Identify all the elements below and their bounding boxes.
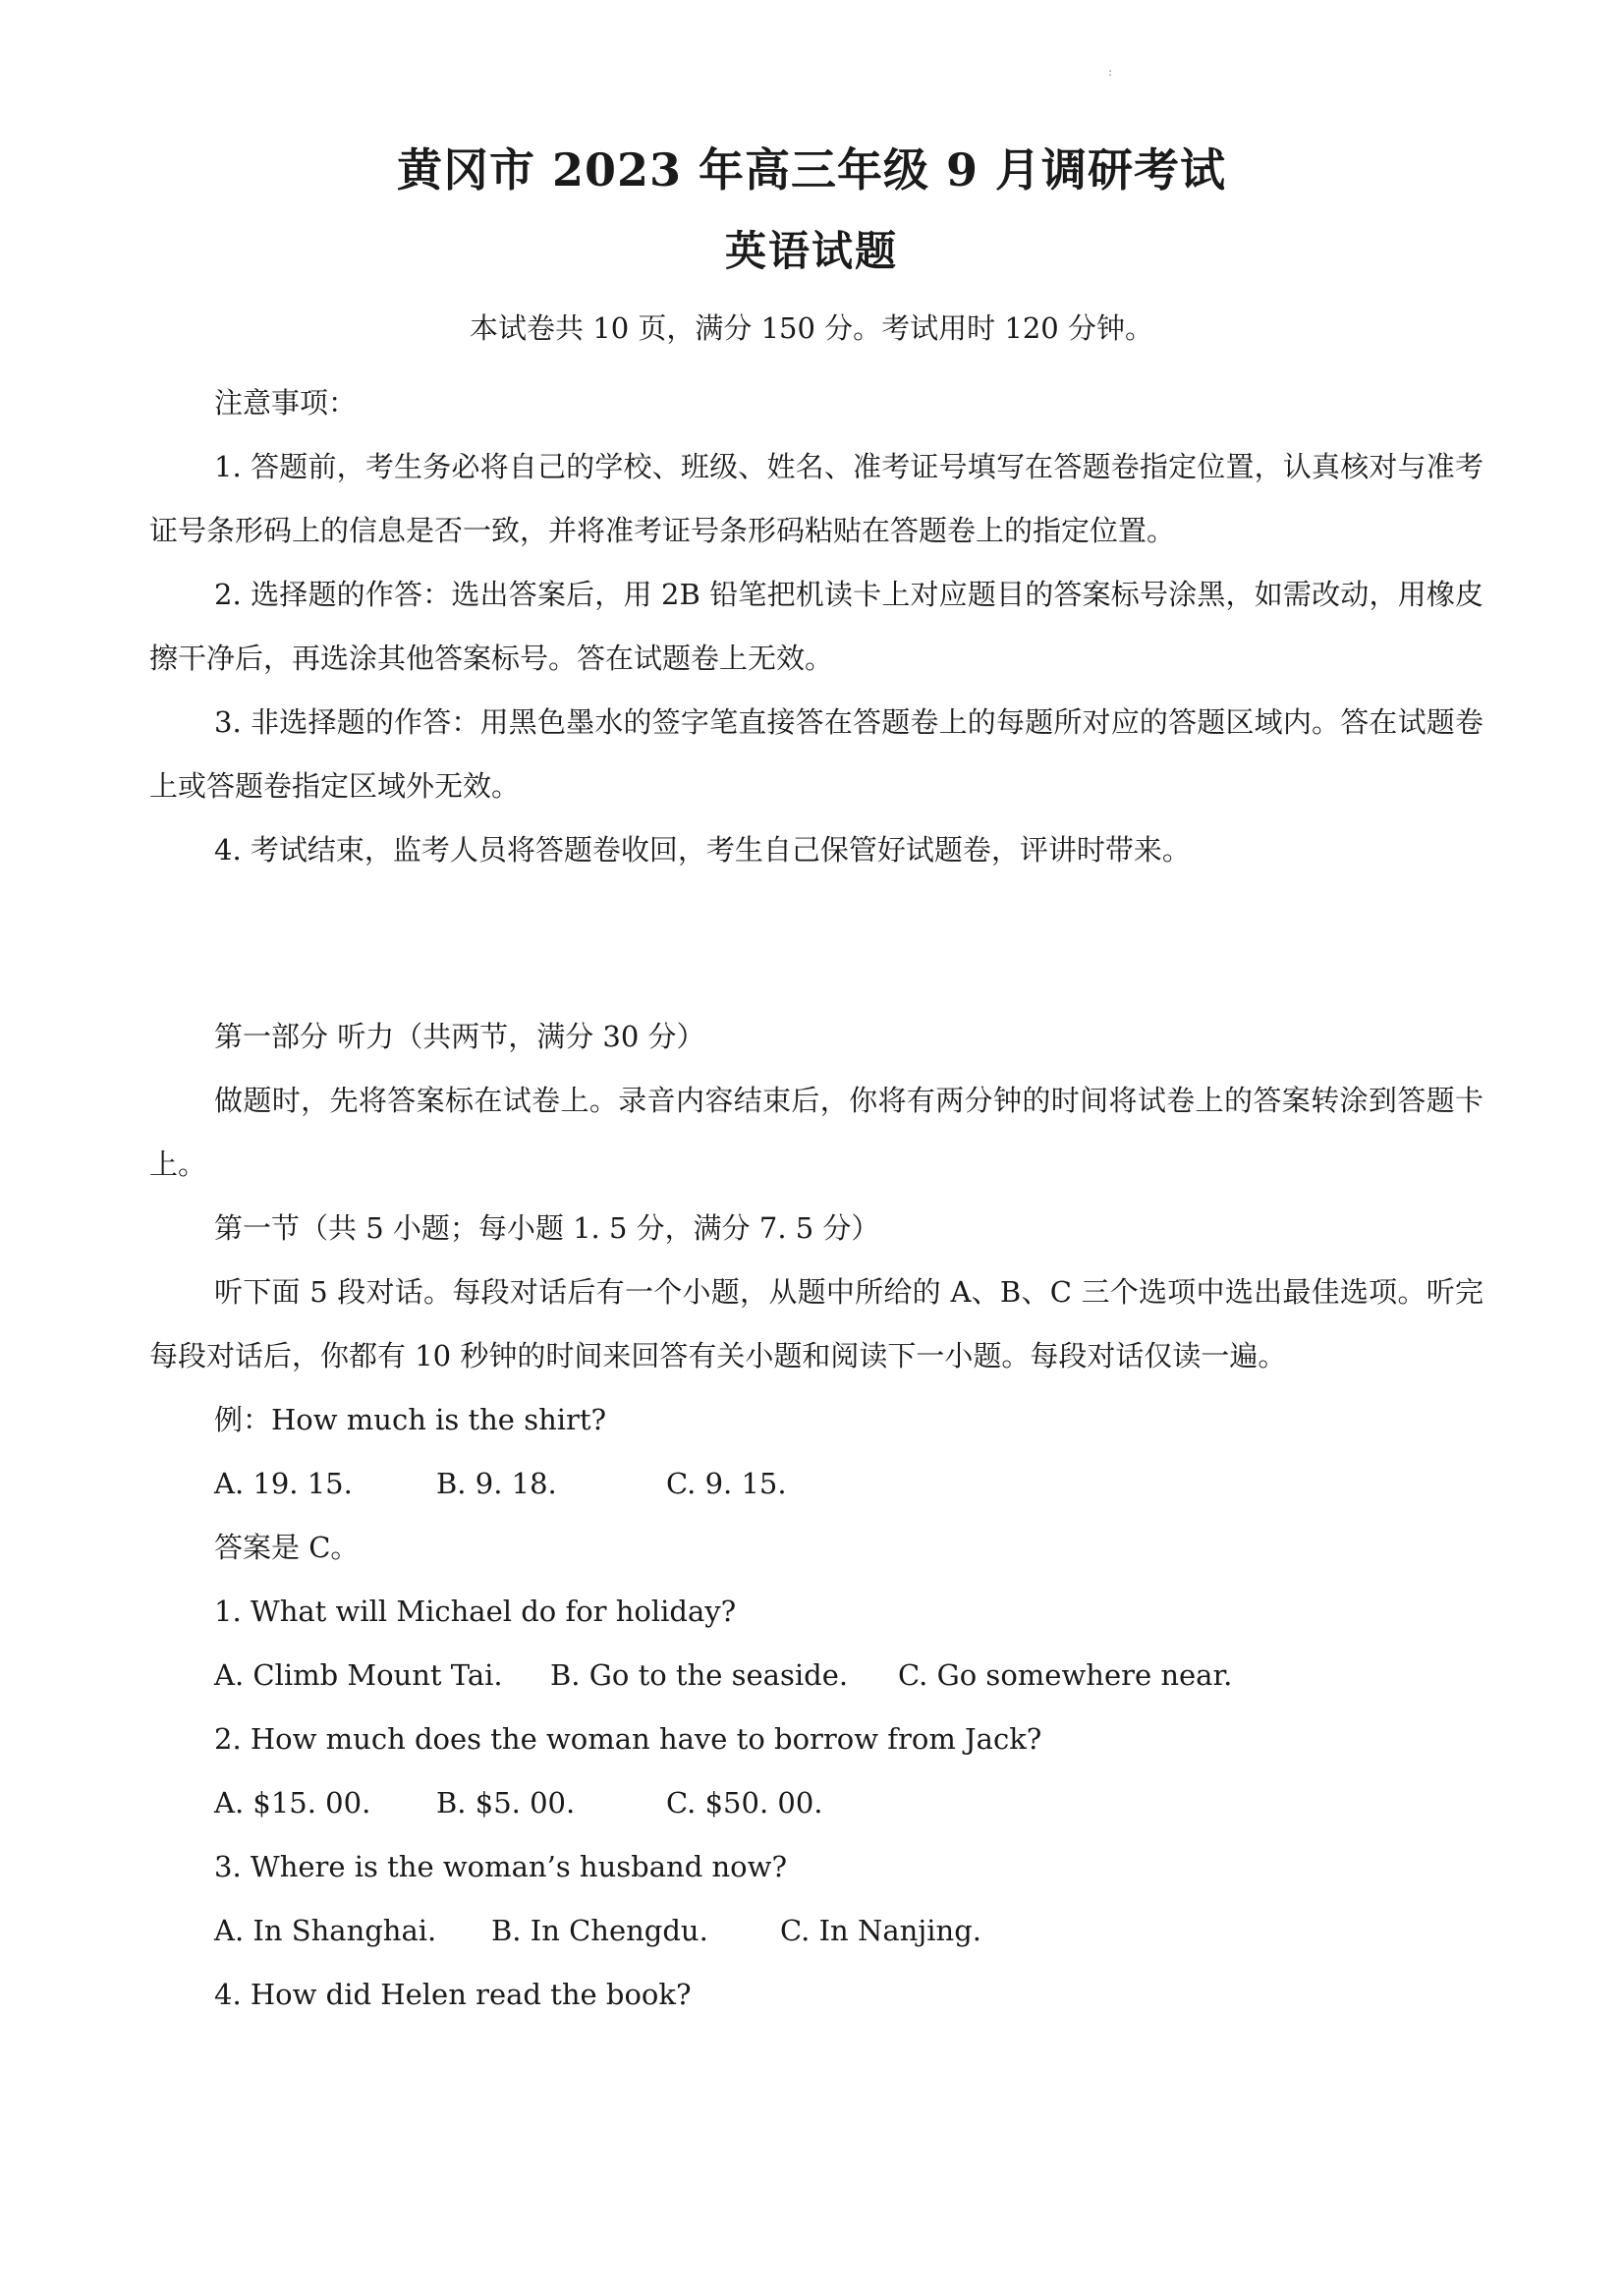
example-option-b: B. 9. 18. bbox=[436, 1467, 557, 1500]
notice-section bbox=[149, 371, 1483, 882]
question-2-option-c: C. $50. 00. bbox=[666, 1786, 823, 1820]
section1-instruction: 听下面 5 段对话。每段对话后有一个小题，从题中所给的 A、B、C 三个选项中选出最佳选项。听完每段对话后，你都有 10 秒钟的时间来回答有关小题和阅读下一小题。每段对话仅读一遍。 bbox=[149, 1275, 1483, 1372]
question-1-options bbox=[149, 1644, 1483, 1708]
listening-section bbox=[149, 1005, 1483, 2027]
notice-item-1: 1. 答题前，考生务必将自己的学校、班级、姓名、准考证号填写在答题卷指定位置，认真核对与准考证号条形码上的信息是否一致，并将准考证号条形码粘贴在答题卷上的指定位置。 bbox=[149, 450, 1483, 547]
part1-instruction: 做题时，先将答案标在试卷上。录音内容结束后，你将有两分钟的时间将试卷上的答案转涂到答题卡上。 bbox=[149, 1084, 1483, 1181]
question-1-option-a: A. Climb Mount Tai. bbox=[214, 1658, 503, 1692]
notice-item-2: 2. 选择题的作答：选出答案后，用 2B 铅笔把机读卡上对应题目的答案标号涂黑，如需改动，用橡皮擦干净后，再选涂其他答案标号。答在试题卷上无效。 bbox=[149, 578, 1483, 675]
question-1-option-b: B. Go to the seaside. bbox=[550, 1658, 849, 1692]
question-2-option-b: B. $5. 00. bbox=[436, 1786, 576, 1820]
corner-mark: : bbox=[1108, 65, 1113, 79]
question-2: 2. How much does the woman have to borrow from Jack? bbox=[214, 1722, 1042, 1756]
notice-item-4: 4. 考试结束，监考人员将答题卷收回，考生自己保管好试题卷，评讲时带来。 bbox=[214, 833, 1191, 867]
section1-heading: 第一节（共 5 小题；每小题 1. 5 分，满分 7. 5 分） bbox=[214, 1211, 880, 1245]
example-option-c: C. 9. 15. bbox=[666, 1467, 787, 1500]
question-2-options bbox=[149, 1771, 1483, 1835]
part1-heading: 第一部分 听力（共两节，满分 30 分） bbox=[214, 1020, 705, 1053]
question-1: 1. What will Michael do for holiday? bbox=[214, 1595, 737, 1628]
exam-subtitle: 英语试题 bbox=[724, 227, 898, 275]
exam-title: 黄冈市 2023 年高三年级 9 月调研考试 bbox=[396, 143, 1227, 196]
example-question: 例：How much is the shirt? bbox=[214, 1403, 607, 1436]
example-options bbox=[149, 1452, 1483, 1516]
question-3: 3. Where is the woman’s husband now? bbox=[214, 1850, 787, 1883]
question-3-option-c: C. In Nanjing. bbox=[780, 1914, 982, 1947]
question-3-option-b: B. In Chengdu. bbox=[491, 1914, 708, 1947]
example-answer: 答案是 C。 bbox=[214, 1531, 360, 1564]
exam-info: 本试卷共 10 页，满分 150 分。考试用时 120 分钟。 bbox=[470, 311, 1153, 345]
question-4: 4. How did Helen read the book? bbox=[214, 1978, 692, 2011]
question-1-option-c: C. Go somewhere near. bbox=[898, 1658, 1233, 1692]
notice-heading: 注意事项： bbox=[214, 386, 358, 420]
question-3-option-a: A. In Shanghai. bbox=[214, 1914, 437, 1947]
example-option-a: A. 19. 15. bbox=[214, 1467, 353, 1500]
notice-item-3: 3. 非选择题的作答：用黑色墨水的签字笔直接答在答题卷上的每题所对应的答题区域内。答在试题卷上或答题卷指定区域外无效。 bbox=[149, 705, 1483, 803]
question-2-option-a: A. $15. 00. bbox=[214, 1786, 371, 1820]
question-3-options bbox=[149, 1899, 1483, 1963]
